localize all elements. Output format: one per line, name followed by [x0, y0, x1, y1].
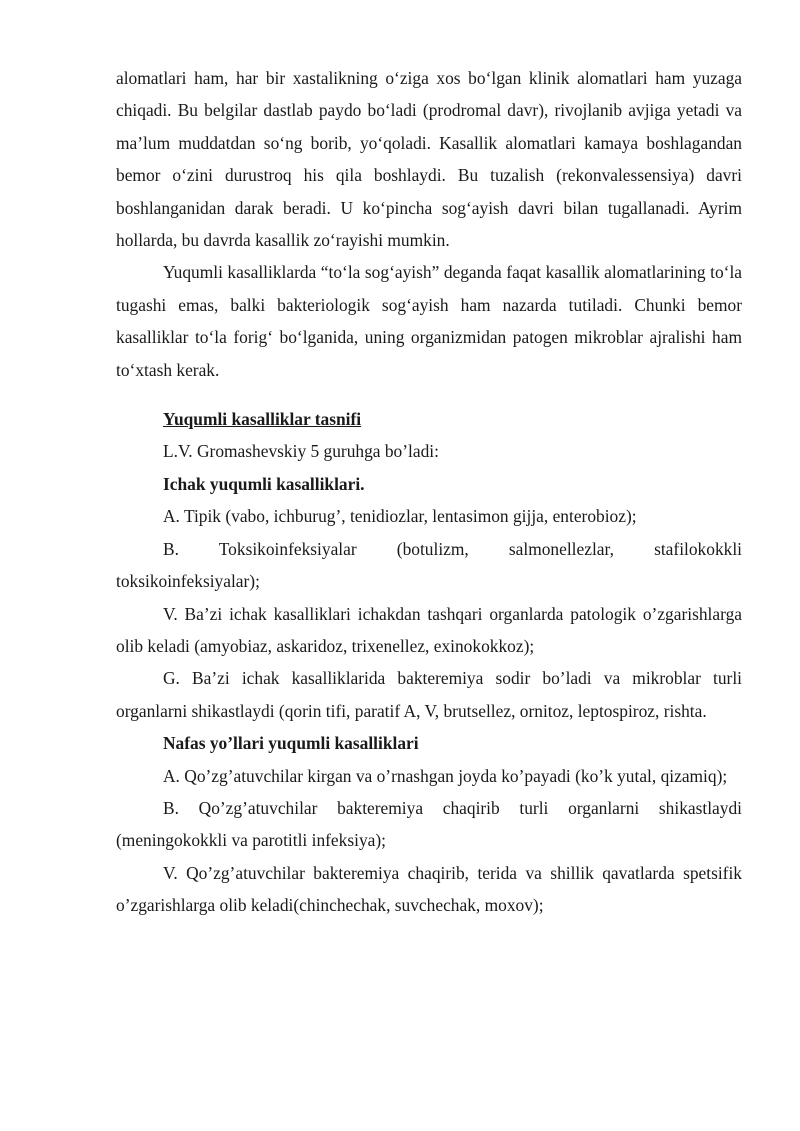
paragraph-symptoms: alomatlari ham, har bir xastalikning o‘ziga xos bo‘lgan klinik alomatlari ham yuzaga chiqadi. Bu belgilar dastlab paydo bo‘ladi (prodromal davr), rivojlanib avjiga yetadi va ma’lum muddatdan so‘ng borib, yo‘qoladi. Kasallik alomatlari kamaya boshlagandan bemor o‘zini durustroq his qila boshlaydi. Bu tuzalish (rekonvalessensiya) davri boshlanganidan darak beradi. U ko‘pincha sog‘ayish davri bilan tugallanadi. Ayrim hollarda, bu davrda kasallik zo‘rayishi mumkin. [116, 68, 742, 251]
list-item-intestinal-a: A. Tipik (vabo, ichburug’, tenidiozlar, lentasimon gijja, enterobioz); [163, 506, 637, 527]
list-item-respiratory-b: B. Qo’zg’atuvchilar bakteremiya chaqirib turli organlarni shikastlaydi (meningokokkli va parotitli infeksiya); [116, 797, 742, 851]
list-item-intestinal-b: B. Toksikoinfeksiyalar (botulizm, salmonellezlar, stafilokokkli toksikoinfeksiyalar); [116, 538, 742, 592]
classification-intro: L.V. Gromashevskiy 5 guruhga bo’ladi: [163, 441, 439, 462]
section-heading-text: Yuqumli kasalliklar tasnifi [163, 409, 362, 430]
list-item-respiratory-v: V. Qo’zg’atuvchilar bakteremiya chaqirib, terida va shillik qavatlarda spetsifik o’zgarishlarga olib keladi(chinchechak, suvchechak, moxov); [116, 862, 742, 916]
list-item-respiratory-a: A. Qo’zg’atuvchilar kirgan va o’rnashgan joyda ko’payadi (ko’k yutal, qizamiq); [163, 765, 728, 786]
subheading-intestinal: Ichak yuqumli kasalliklari. [163, 473, 365, 494]
subheading-respiratory: Nafas yo’llari yuqumli kasalliklari [163, 733, 419, 754]
section-heading [116, 403, 742, 435]
list-item-intestinal-g: G. Ba’zi ichak kasalliklarida bakteremiya sodir bo’ladi va mikroblar turli organlarni shikastlaydi (qorin tifi, paratif A, V, brutsellez, ornitoz, leptospiroz, rishta. [116, 668, 742, 721]
paragraph-recovery: Yuqumli kasalliklarda “to‘la sog‘ayish” deganda faqat kasallik alomatlarining to‘la tugashi emas, balki bakteriologik sog‘ayish ham nazarda tutiladi. Chunki bemor kasalliklar to‘la forig‘ bo‘lganida, uning organizmidan patogen mikroblar ajralishi ham to‘xtash kerak. [116, 262, 742, 380]
list-item-intestinal-v: V. Ba’zi ichak kasalliklari ichakdan tashqari organlarda patologik o’zgarishlarga olib keladi (amyobiaz, askaridoz, trixenellez, exinokokkoz); [116, 603, 742, 656]
